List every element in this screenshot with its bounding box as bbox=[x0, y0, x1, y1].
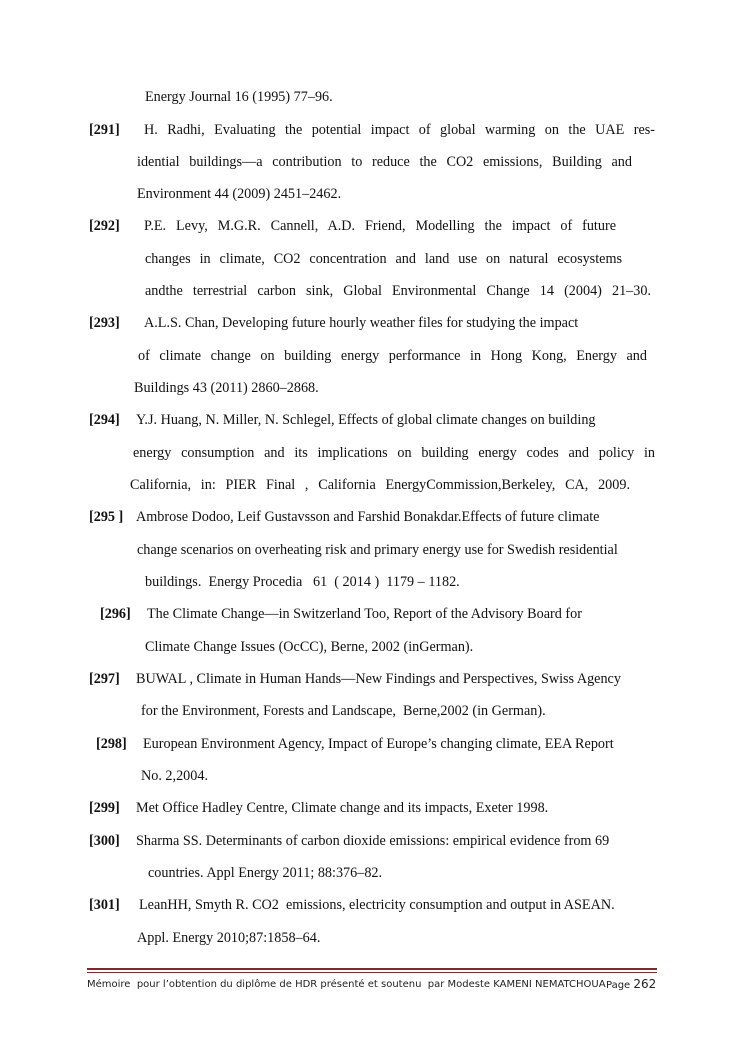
reference-number: [293] bbox=[89, 315, 120, 331]
reference-number: [300] bbox=[89, 833, 120, 849]
reference-number: [291] bbox=[89, 122, 120, 138]
reference-line: Buildings 43 (2011) 2860–2868. bbox=[134, 380, 319, 396]
reference-line: of climate change on building energy performance in Hong Kong, Energy and bbox=[138, 348, 647, 364]
reference-line: P.E. Levy, M.G.R. Cannell, A.D. Friend, Modelling the impact of future bbox=[144, 218, 616, 234]
reference-number: [296] bbox=[100, 606, 131, 622]
reference-line: H. Radhi, Evaluating the potential impact of global warming on the UAE res- bbox=[144, 122, 655, 138]
reference-line: Environment 44 (2009) 2451–2462. bbox=[137, 186, 342, 202]
reference-line: LeanHH, Smyth R. CO2 emissions, electricity consumption and output in ASEAN. bbox=[139, 897, 615, 913]
reference-line: Energy Journal 16 (1995) 77–96. bbox=[145, 89, 333, 105]
reference-line: countries. Appl Energy 2011; 88:376–82. bbox=[148, 865, 383, 881]
reference-number: [295 ] bbox=[89, 509, 124, 525]
reference-number: [294] bbox=[89, 412, 120, 428]
reference-number: [301] bbox=[89, 897, 120, 913]
reference-line: energy consumption and its implications on building energy codes and policy in bbox=[133, 445, 655, 461]
footer-rule-thin bbox=[87, 972, 657, 973]
footer-text: Mémoire pour l’obtention du diplôme de HDR présenté et soutenu par Modeste KAMENI NEMATCHOUA bbox=[87, 979, 606, 990]
reference-line: buildings. Energy Procedia 61 ( 2014 ) 1179 – 1182. bbox=[145, 574, 460, 590]
reference-line: European Environment Agency, Impact of Europe’s changing climate, EEA Report bbox=[143, 736, 614, 752]
reference-line: BUWAL , Climate in Human Hands—New Findings and Perspectives, Swiss Agency bbox=[136, 671, 621, 687]
reference-line: for the Environment, Forests and Landscape, Berne,2002 (in German). bbox=[141, 703, 546, 719]
footer-rule-thick bbox=[87, 968, 657, 970]
reference-line: Climate Change Issues (OcCC), Berne, 2002 (inGerman). bbox=[145, 639, 474, 655]
reference-line: California, in: PIER Final , California EnergyCommission,Berkeley, CA, 2009. bbox=[130, 477, 630, 493]
reference-line: andthe terrestrial carbon sink, Global Environmental Change 14 (2004) 21–30. bbox=[145, 283, 651, 299]
reference-line: change scenarios on overheating risk and primary energy use for Swedish residential bbox=[137, 542, 618, 558]
reference-line: A.L.S. Chan, Developing future hourly weather files for studying the impact bbox=[144, 315, 579, 331]
reference-line: Appl. Energy 2010;87:1858–64. bbox=[137, 930, 321, 946]
reference-line: The Climate Change—in Switzerland Too, Report of the Advisory Board for bbox=[147, 606, 582, 622]
reference-line: Sharma SS. Determinants of carbon dioxide emissions: empirical evidence from 69 bbox=[136, 833, 610, 849]
reference-line: changes in climate, CO2 concentration and land use on natural ecosystems bbox=[145, 251, 622, 267]
reference-line: No. 2,2004. bbox=[141, 768, 208, 784]
reference-line: Met Office Hadley Centre, Climate change and its impacts, Exeter 1998. bbox=[136, 800, 549, 816]
reference-line: idential buildings—a contribution to reduce the CO2 emissions, Building and bbox=[137, 154, 632, 170]
reference-line: Ambrose Dodoo, Leif Gustavsson and Farshid Bonakdar.Effects of future climate bbox=[136, 509, 600, 525]
reference-number: [297] bbox=[89, 671, 120, 687]
page-number bbox=[606, 977, 656, 993]
reference-number: [299] bbox=[89, 800, 120, 816]
reference-number: [298] bbox=[96, 736, 127, 752]
reference-number: [292] bbox=[89, 218, 120, 234]
reference-line: Y.J. Huang, N. Miller, N. Schlegel, Effects of global climate changes on building bbox=[136, 412, 596, 428]
page-label: Page bbox=[606, 980, 631, 991]
page-number-value: 262 bbox=[633, 977, 657, 991]
